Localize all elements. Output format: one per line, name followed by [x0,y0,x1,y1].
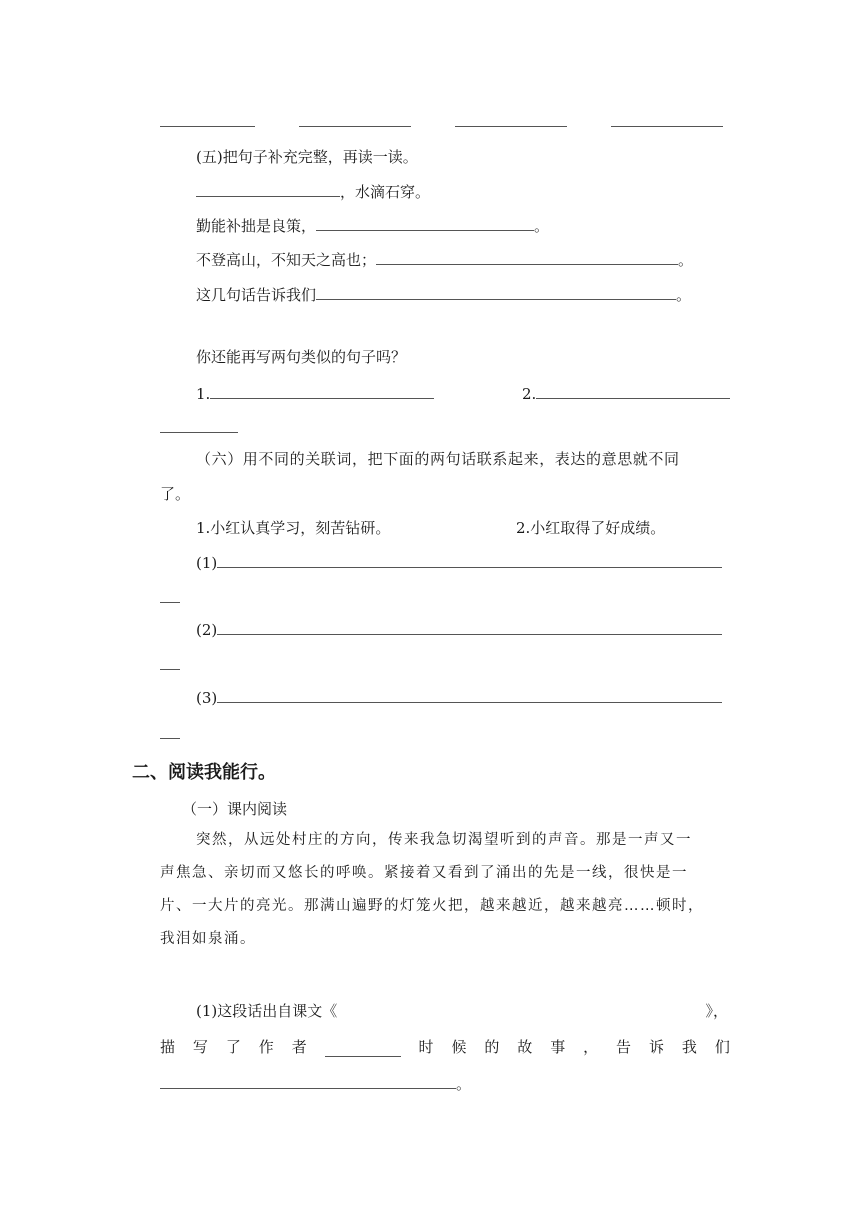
fill-blank[interactable] [160,1072,456,1089]
fill-blank[interactable] [536,382,730,399]
q-char: 者 [291,1038,307,1056]
answer-line-continuation[interactable] [160,602,180,603]
fill-blank[interactable] [325,1040,401,1057]
answer-row [196,551,722,572]
given-sentence: 2.小红取得了好成绩。 [516,519,666,537]
q-char: 写 [192,1038,208,1056]
answer-line[interactable] [455,126,567,127]
sentence-text: 不登高山，不知天之高也； [196,251,377,269]
q-char: 故 [517,1038,533,1056]
question-text: 。 [456,1075,472,1093]
q-char: 描 [160,1038,176,1056]
q-char: 事 [550,1038,566,1056]
section-heading: （六）用不同的关联词，把下面的两句话联系起来，表达的意思就不同 [196,450,680,468]
fill-blank[interactable] [196,180,340,197]
sentence-text: 。 [676,286,692,304]
q-char: 们 [714,1038,730,1056]
part-title: 二、阅读我能行。 [132,762,276,783]
answer-row [196,618,722,639]
sentence-text: 勤能补拙是良策， [196,217,317,235]
question-text: (1)这段话出自课文《 [196,1002,338,1020]
fill-blank[interactable] [217,551,722,568]
item-number: (3) [196,689,218,707]
answer-row [196,382,434,403]
sentence-row [196,214,549,236]
item-number: 2. [522,385,537,403]
q-char: 的 [484,1038,500,1056]
sentence-text: 。 [534,217,550,235]
answer-line[interactable] [611,126,723,127]
q-char: 时 [418,1038,434,1056]
passage-line: 突然，从远处村庄的方向，传来我急切渴望听到的声音。那是一声又一 [196,832,692,848]
question-row [196,1000,728,1021]
item-number: 1. [196,385,211,403]
sentence-row [196,248,693,270]
question-text: 》， [705,1002,728,1020]
fill-blank[interactable] [217,686,722,703]
item-number: (2) [196,621,218,639]
section-heading-continued: 了。 [160,485,191,503]
question-prompt: 你还能再写两句类似的句子吗？ [196,348,407,366]
q-char: 候 [451,1038,467,1056]
sentence-row [196,180,430,202]
fill-blank[interactable] [316,214,534,231]
item-number: (1) [196,554,218,572]
answer-line-continuation[interactable] [160,432,238,433]
reading-passage [160,824,730,956]
sentence-text: ，水滴石穿。 [340,183,431,201]
passage-line: 声焦急、亲切而又悠长的呼唤。紧接着又看到了涌出的先是一线，很快是一 [160,865,688,881]
answer-line[interactable] [160,126,255,127]
sentence-text: 这几句话告诉我们 [196,286,317,304]
passage-line: 我泪如泉涌。 [160,931,256,947]
answer-line[interactable] [299,126,411,127]
sentence-text: 。 [678,251,694,269]
passage-line: 片、一大片的亮光。那满山遍野的灯笼火把，越来越近，越来越亮……顿时， [160,898,704,914]
section-heading: (五)把句子补充完整，再读一读。 [196,148,418,166]
given-sentence: 1.小红认真学习，刻苦钻研。 [196,519,391,537]
answer-row [522,382,730,403]
fill-blank[interactable] [217,618,722,635]
fill-blank[interactable] [376,248,678,265]
answer-line-continuation[interactable] [160,669,180,670]
answer-line-continuation[interactable] [160,738,180,739]
q-char: 告 [616,1038,632,1056]
q-char: 诉 [648,1038,664,1056]
q-char: 了 [225,1038,241,1056]
sentence-row [196,283,691,305]
q-char: 我 [681,1038,697,1056]
answer-row [196,686,722,707]
q-char: ， [583,1038,599,1056]
fill-blank[interactable] [210,382,434,399]
q-char: 作 [258,1038,274,1056]
sub-heading: （一）课内阅读 [182,800,288,818]
answer-row [160,1072,471,1094]
question-row [160,1036,730,1057]
fill-blank[interactable] [316,283,676,300]
